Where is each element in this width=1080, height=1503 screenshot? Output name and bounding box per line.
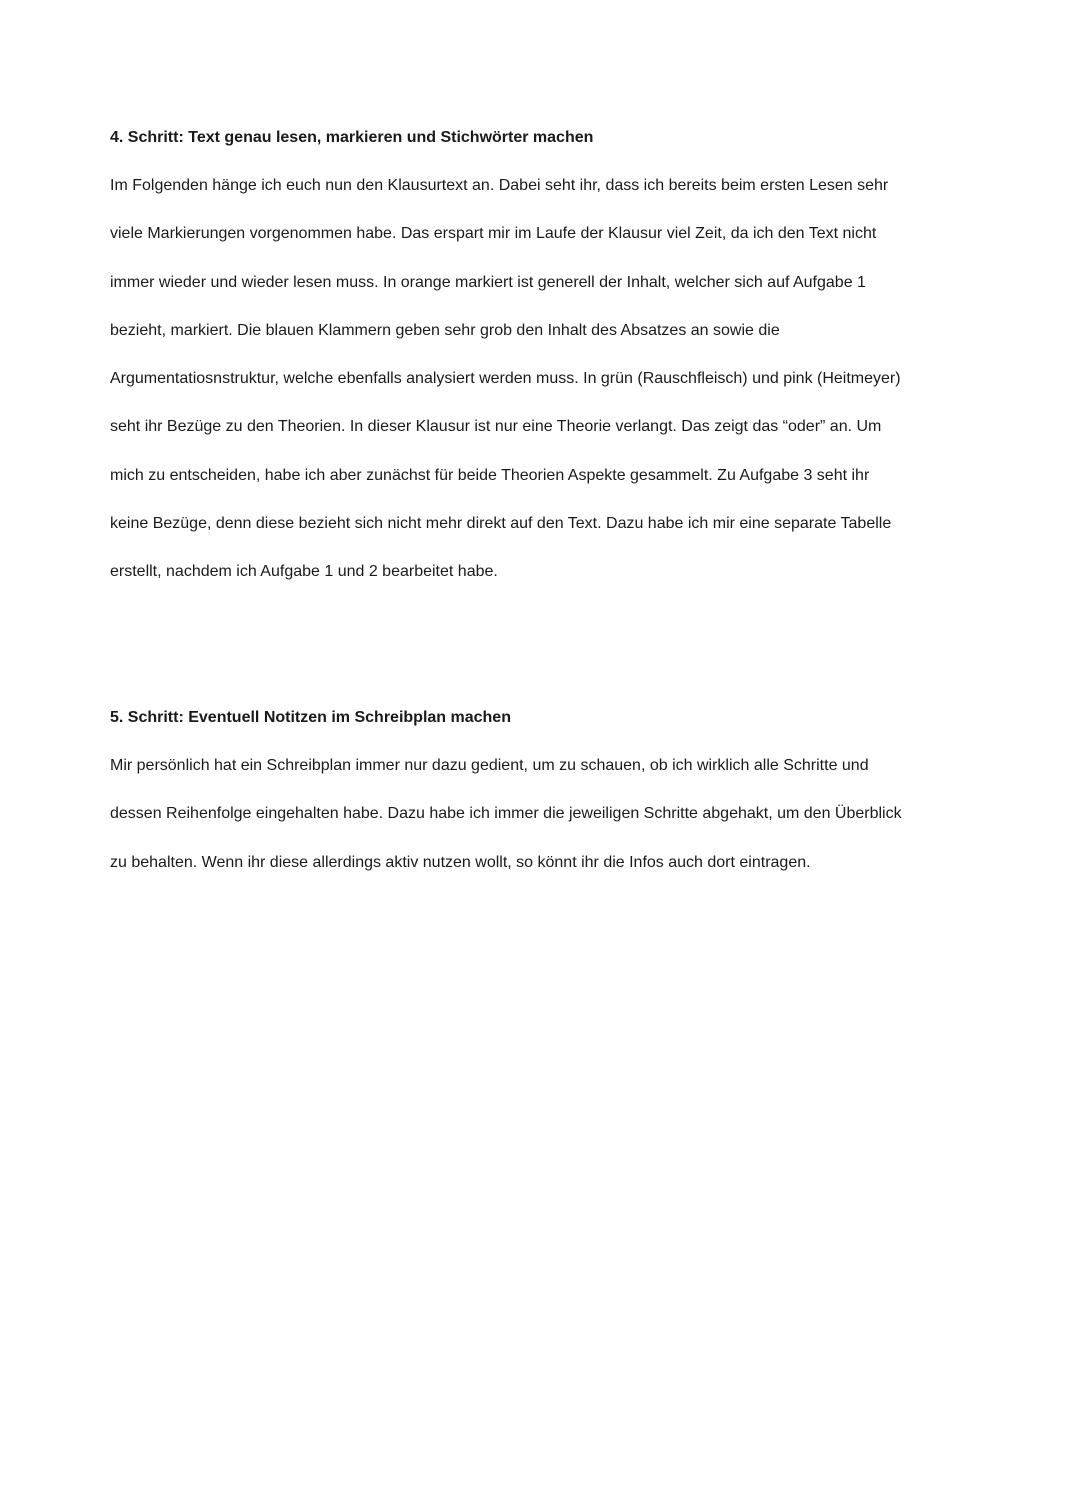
body-line: erstellt, nachdem ich Aufgabe 1 und 2 bearbeitet habe. [110, 563, 498, 581]
body-line: Argumentatiosnstruktur, welche ebenfalls analysiert werden muss. In grün (Rauschfleisch) und pink (Heitmeyer) [110, 370, 901, 388]
body-line: Im Folgenden hänge ich euch nun den Klausurtext an. Dabei seht ihr, dass ich bereits beim ersten Lesen sehr [110, 177, 889, 194]
section-heading: 4. Schritt: Text genau lesen, markieren und Stichwörter machen [110, 129, 594, 146]
body-line: bezieht, markiert. Die blauen Klammern geben sehr grob den Inhalt des Absatzes an sowie die [110, 321, 780, 339]
body-line: Mir persönlich hat ein Schreibplan immer nur dazu gedient, um zu schauen, ob ich wirklich alle Schritte und [110, 757, 869, 774]
section-step-5 [110, 706, 990, 873]
body-line: dessen Reihenfolge eingehalten habe. Dazu habe ich immer die jeweiligen Schritte abgehakt, um den Überblick [110, 805, 902, 823]
body-line: mich zu entscheiden, habe ich aber zunächst für beide Theorien Aspekte gesammelt. Zu Aufgabe 3 seht ihr [110, 466, 870, 484]
section-step-4 [110, 126, 990, 582]
body-line: viele Markierungen vorgenommen habe. Das erspart mir im Laufe der Klausur viel Zeit, da ich den Text nicht [110, 225, 877, 243]
body-line: keine Bezüge, denn diese bezieht sich nicht mehr direkt auf den Text. Dazu habe ich mir eine separate Tabelle [110, 515, 892, 533]
section-heading: 5. Schritt: Eventuell Notitzen im Schreibplan machen [110, 709, 511, 726]
section-body [110, 176, 990, 582]
body-line: immer wieder und wieder lesen muss. In orange markiert ist generell der Inhalt, welcher sich auf Aufgabe 1 [110, 273, 866, 291]
body-line: seht ihr Bezüge zu den Theorien. In dieser Klausur ist nur eine Theorie verlangt. Das zeigt das “oder” an. Um [110, 418, 882, 436]
section-body [110, 756, 990, 873]
body-line: zu behalten. Wenn ihr diese allerdings aktiv nutzen wollt, so könnt ihr die Infos auch dort eintragen. [110, 853, 811, 871]
